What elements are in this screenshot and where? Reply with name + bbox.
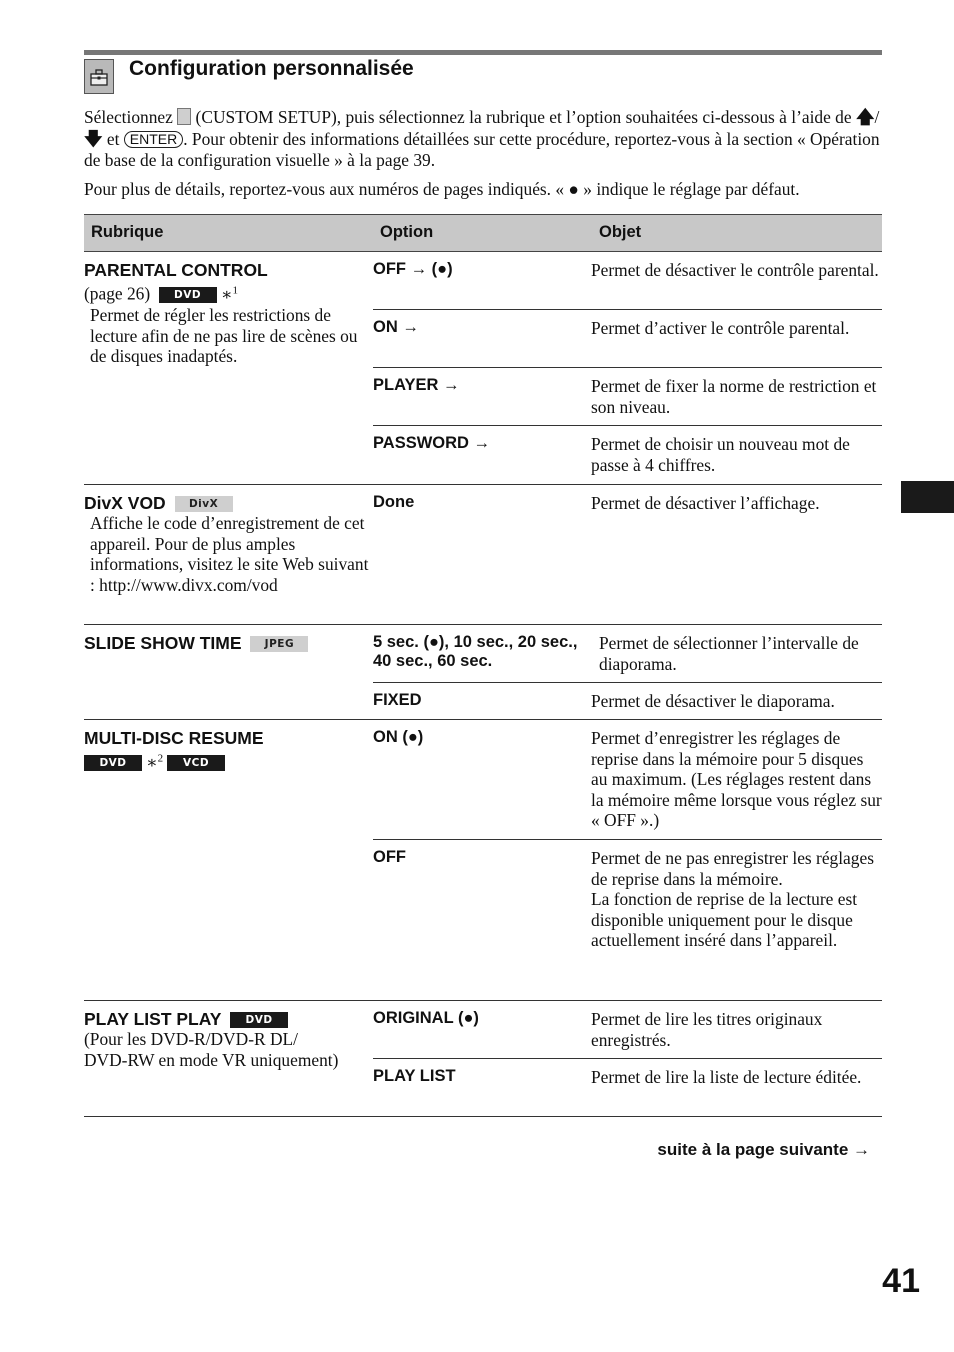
rubrique-cell bbox=[84, 1001, 373, 1116]
custom-setup-icon bbox=[177, 108, 191, 125]
dvd-badge: DVD bbox=[230, 1012, 288, 1028]
table-row bbox=[373, 840, 882, 1000]
table-row-group bbox=[84, 1001, 882, 1117]
table-row bbox=[373, 683, 882, 719]
footnote-number: 2 bbox=[157, 752, 164, 764]
dvd-badge: DVD bbox=[84, 755, 142, 771]
rubrique-cell bbox=[84, 720, 373, 1000]
option-cell: Done bbox=[373, 493, 415, 511]
objet-cell: Permet de sélectionner l’intervalle de diaporama. bbox=[599, 633, 859, 674]
objet-cell: Permet de désactiver l’affichage. bbox=[591, 493, 820, 513]
table-header bbox=[84, 214, 882, 252]
objet-cell: Permet de lire la liste de lecture éditée. bbox=[591, 1067, 862, 1087]
option-cell: OFF bbox=[373, 848, 406, 866]
rubrique-cell bbox=[84, 252, 373, 484]
table-row-group bbox=[84, 625, 882, 720]
objet-cell: Permet de ne pas enregistrer les réglages de reprise dans la mémoire. La fonction de reprise de la lecture est disponible uniquement pour le disque actuellement inséré dans l’appareil. bbox=[591, 848, 874, 950]
rubrique-cell bbox=[84, 625, 373, 719]
rubrique-name: MULTI-DISC RESUME bbox=[84, 728, 264, 748]
header-rubrique: Rubrique bbox=[91, 223, 164, 241]
option-cell: ON (●) bbox=[373, 728, 424, 746]
settings-table bbox=[84, 214, 882, 1117]
section-top-rule bbox=[84, 50, 882, 55]
option-cell: ON → bbox=[373, 318, 419, 336]
table-row bbox=[373, 485, 882, 524]
down-arrow-icon: 🡇 bbox=[84, 128, 103, 150]
table-row bbox=[373, 1001, 882, 1059]
dvd-badge: DVD bbox=[159, 287, 217, 303]
enter-key-icon: ENTER bbox=[124, 131, 183, 148]
table-row-group bbox=[84, 720, 882, 1001]
option-cell: PLAYER → bbox=[373, 376, 460, 394]
default-setting-note: Pour plus de détails, reportez-vous aux numéros de pages indiqués. « ● » indique le réglage par défaut. bbox=[84, 179, 800, 199]
table-row bbox=[373, 625, 882, 683]
rubrique-description: Affiche le code d’enregistrement de cet appareil. Pour de plus amples informations, visitez le site Web suivant : http://www.divx.com/vod bbox=[90, 513, 369, 595]
option-cell: ORIGINAL (●) bbox=[373, 1009, 479, 1027]
table-row bbox=[373, 310, 882, 368]
page-reference: (page 26) bbox=[84, 283, 151, 304]
table-row bbox=[373, 368, 882, 426]
footnote-mark: ∗ bbox=[220, 284, 233, 304]
table-row bbox=[373, 426, 882, 484]
custom-setup-toolbox-icon bbox=[84, 59, 114, 94]
table-row bbox=[373, 720, 882, 840]
header-objet: Objet bbox=[599, 223, 642, 241]
objet-cell: Permet d’enregistrer les réglages de reprise dans la mémoire pour 5 disques au maximum. (Les réglages restent dans la mémoire même lorsque vous réglez sur « OFF ».) bbox=[591, 728, 882, 830]
rubrique-description: (Pour les DVD-R/DVD-R DL/ DVD-RW en mode VR uniquement) bbox=[84, 1029, 339, 1070]
section-title: Configuration personnalisée bbox=[129, 57, 414, 80]
rubrique-name: DivX VOD bbox=[84, 493, 166, 513]
chapter-thumb-tab bbox=[901, 481, 954, 513]
objet-cell: Permet d’activer le contrôle parental. bbox=[591, 318, 850, 338]
rubrique-name: PLAY LIST PLAY bbox=[84, 1009, 222, 1029]
footnote-number: 1 bbox=[232, 284, 238, 296]
jpeg-badge: JPEG bbox=[250, 636, 308, 652]
default-bullet-icon: ● bbox=[568, 179, 579, 199]
up-arrow-icon: 🡅 bbox=[855, 107, 875, 128]
objet-cell: Permet de lire les titres originaux enregistrés. bbox=[591, 1009, 823, 1050]
option-cell: 5 sec. (●), 10 sec., 20 sec., 40 sec., 60 sec. bbox=[373, 633, 578, 670]
objet-cell: Permet de fixer la norme de restriction et son niveau. bbox=[591, 376, 877, 417]
page-number: 41 bbox=[882, 1262, 920, 1300]
footnote-mark: ∗ bbox=[146, 752, 158, 772]
rubrique-name: PARENTAL CONTROL bbox=[84, 260, 268, 280]
header-option: Option bbox=[380, 223, 434, 241]
rubrique-name: SLIDE SHOW TIME bbox=[84, 633, 242, 653]
rubrique-cell bbox=[84, 485, 373, 624]
option-cell: FIXED bbox=[373, 691, 422, 709]
vcd-badge: VCD bbox=[167, 755, 225, 771]
option-cell: PLAY LIST bbox=[373, 1067, 456, 1085]
table-row-group bbox=[84, 485, 882, 625]
option-cell: PASSWORD → bbox=[373, 434, 491, 452]
option-cell: OFF → (●) bbox=[373, 260, 453, 278]
objet-cell: Permet de désactiver le contrôle parental. bbox=[591, 260, 879, 280]
divx-badge: DivX bbox=[175, 496, 233, 512]
rubrique-description: Permet de régler les restrictions de lecture afin de ne pas lire de scènes ou de disques inadaptés. bbox=[90, 305, 358, 367]
continued-next-page: suite à la page suivante → bbox=[657, 1140, 870, 1159]
table-row bbox=[373, 252, 882, 310]
intro-paragraph: Sélectionnez (CUSTOM SETUP), puis sélectionnez la rubrique et l’option souhaitées ci-dessous à l’aide de 🡅/🡇 et ENTER . Pour obtenir des informations détaillées sur cette procédure, reportez-vous à la section « Opération de base de la configuration visuelle » à la page 39. bbox=[84, 107, 880, 171]
objet-cell: Permet de choisir un nouveau mot de passe à 4 chiffres. bbox=[591, 434, 850, 475]
objet-cell: Permet de désactiver le diaporama. bbox=[591, 691, 835, 711]
table-row bbox=[373, 1059, 882, 1116]
table-row-group bbox=[84, 252, 882, 485]
